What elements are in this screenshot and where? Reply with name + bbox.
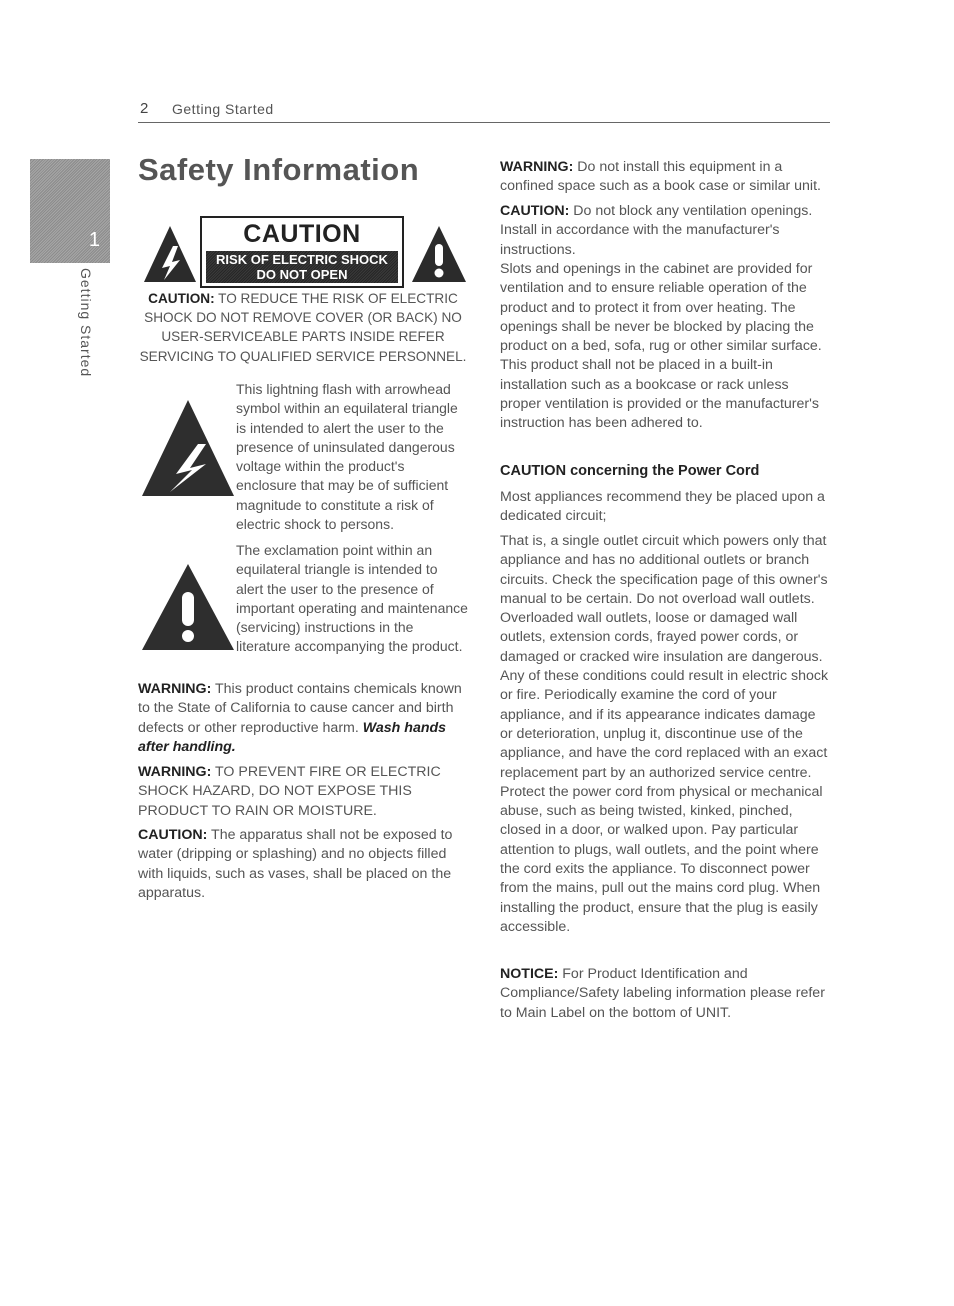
notice-label: NOTICE: [500,966,559,982]
power-cord-para-2: That is, a single outlet circuit which powers only that appliance and has no additional outlets or branch circuits. Check the specification page of this owner's manual to be certain. Do not overload wall outlets. Overloaded wall outlets, loose or damaged wall outlets, extension cords, frayed power cords, or damaged or cracked wire insulation are dangerous. Any of these conditions could result in electric shock or fire. Periodically examine the cord of your appliance, and if its appearance indicates damage or deterioration, unplug it, discontinue use of the appliance, and have the cord replaced with an exact replacement part by an authorized service centre. Protect the power cord from physical or mechanical abuse, such as being twisted, kinked, pinched, closed in a door, or walked upon. Pay particular attention to plugs, wall outlets, and the point where the cord exits the appliance. To disconnect power from the mains, pull out the mains cord plug. When installing the product, ensure that the plug is easily accessible. [500,533,829,935]
warning-fire [138,763,470,821]
caution-label-text: CAUTION: [500,203,570,219]
warning-label: WARNING: [138,681,212,697]
caution-text: Do not block any ventilation openings. Install in accordance with the manufacturer's instructions. [500,203,813,258]
risk-line-2: DO NOT OPEN [256,267,348,282]
caution-notice-text: TO REDUCE THE RISK OF ELECTRIC SHOCK DO NOT REMOVE COVER (OR BACK) NO USER-SERVICEABLE PARTS INSIDE REFER SERVICING TO QUALIFIED SERVICE PERSONNEL. [139,291,467,364]
caution-label-panel [142,216,468,286]
risk-line-1: RISK OF ELECTRIC SHOCK [216,252,388,267]
warning-confined [500,158,832,197]
warning-text: This product contains chemicals known to the State of California to cause cancer and birth defects or other reproductive harm. [138,681,462,736]
caution-label-text: CAUTION: [138,827,208,843]
power-cord-para-1: Most appliances recommend they be placed upon a dedicated circuit; [500,489,825,525]
exclamation-triangle-icon [140,562,236,652]
caution-water [138,826,470,903]
caution-notice [138,289,468,366]
lightning-symbol-description: This lightning flash with arrowhead symbol within an equilateral triangle is intended to alert the user to the presence of uninsulated dangerous voltage within the product's enclosure that may be of sufficient magnitude to constitute a risk of electric shock to persons. [236,381,458,533]
warning-label: WARNING: [138,764,212,780]
warning-emphasis: Wash hands after handling. [138,719,447,755]
power-cord-heading: CAUTION concerning the Power Cord [500,463,760,479]
caution-text: The apparatus shall not be exposed to water (dripping or splashing) and no objects filled with liquids, such as vases, shall be placed on the apparatus. [138,827,453,901]
page-title: Safety Information [138,152,420,187]
notice [500,965,832,1023]
caution-ventilation [500,202,832,260]
lightning-warning-icon [142,224,198,284]
warning-label: WARNING: [500,159,574,175]
lightning-triangle-icon [140,398,236,498]
chapter-label-text: Getting Started [78,268,94,378]
page-number: 2 [140,100,149,117]
exclamation-symbol-description: The exclamation point within an equilateral triangle is intended to alert the user to the presence of important operating and maintenance (servicing) instructions in the literature accompanying the product. [236,542,468,655]
page-header [138,100,830,123]
warning-california [138,680,470,757]
caution-label [200,216,404,288]
caution-notice-label: CAUTION: [148,291,215,306]
warning-text: Do not install this equipment in a confined space such as a book case or similar unit. [500,159,821,195]
chapter-label [78,268,94,388]
caution-heading: CAUTION [243,220,361,248]
chapter-number: 1 [88,229,100,251]
warning-text: TO PREVENT FIRE OR ELECTRIC SHOCK HAZARD, DO NOT EXPOSE THIS PRODUCT TO RAIN OR MOISTURE. [138,764,441,819]
ventilation-details: Slots and openings in the cabinet are provided for ventilation and to ensure reliable operation of the product and to protect it from over heating. The openings shall be never be blocked by placing the product on a bed, sofa, rug or other similar surface. This product shall not be placed in a built-in installation such as a bookcase or rack unless proper ventilation is provided or the manufacturer's instruction has been adhered to. [500,261,822,432]
exclamation-warning-icon [410,224,468,284]
section-title: Getting Started [172,101,274,117]
chapter-tab [30,159,110,263]
notice-text: For Product Identification and Compliance/Safety labeling information please refer to Main Label on the bottom of UNIT. [500,966,825,1021]
risk-banner [206,251,398,283]
